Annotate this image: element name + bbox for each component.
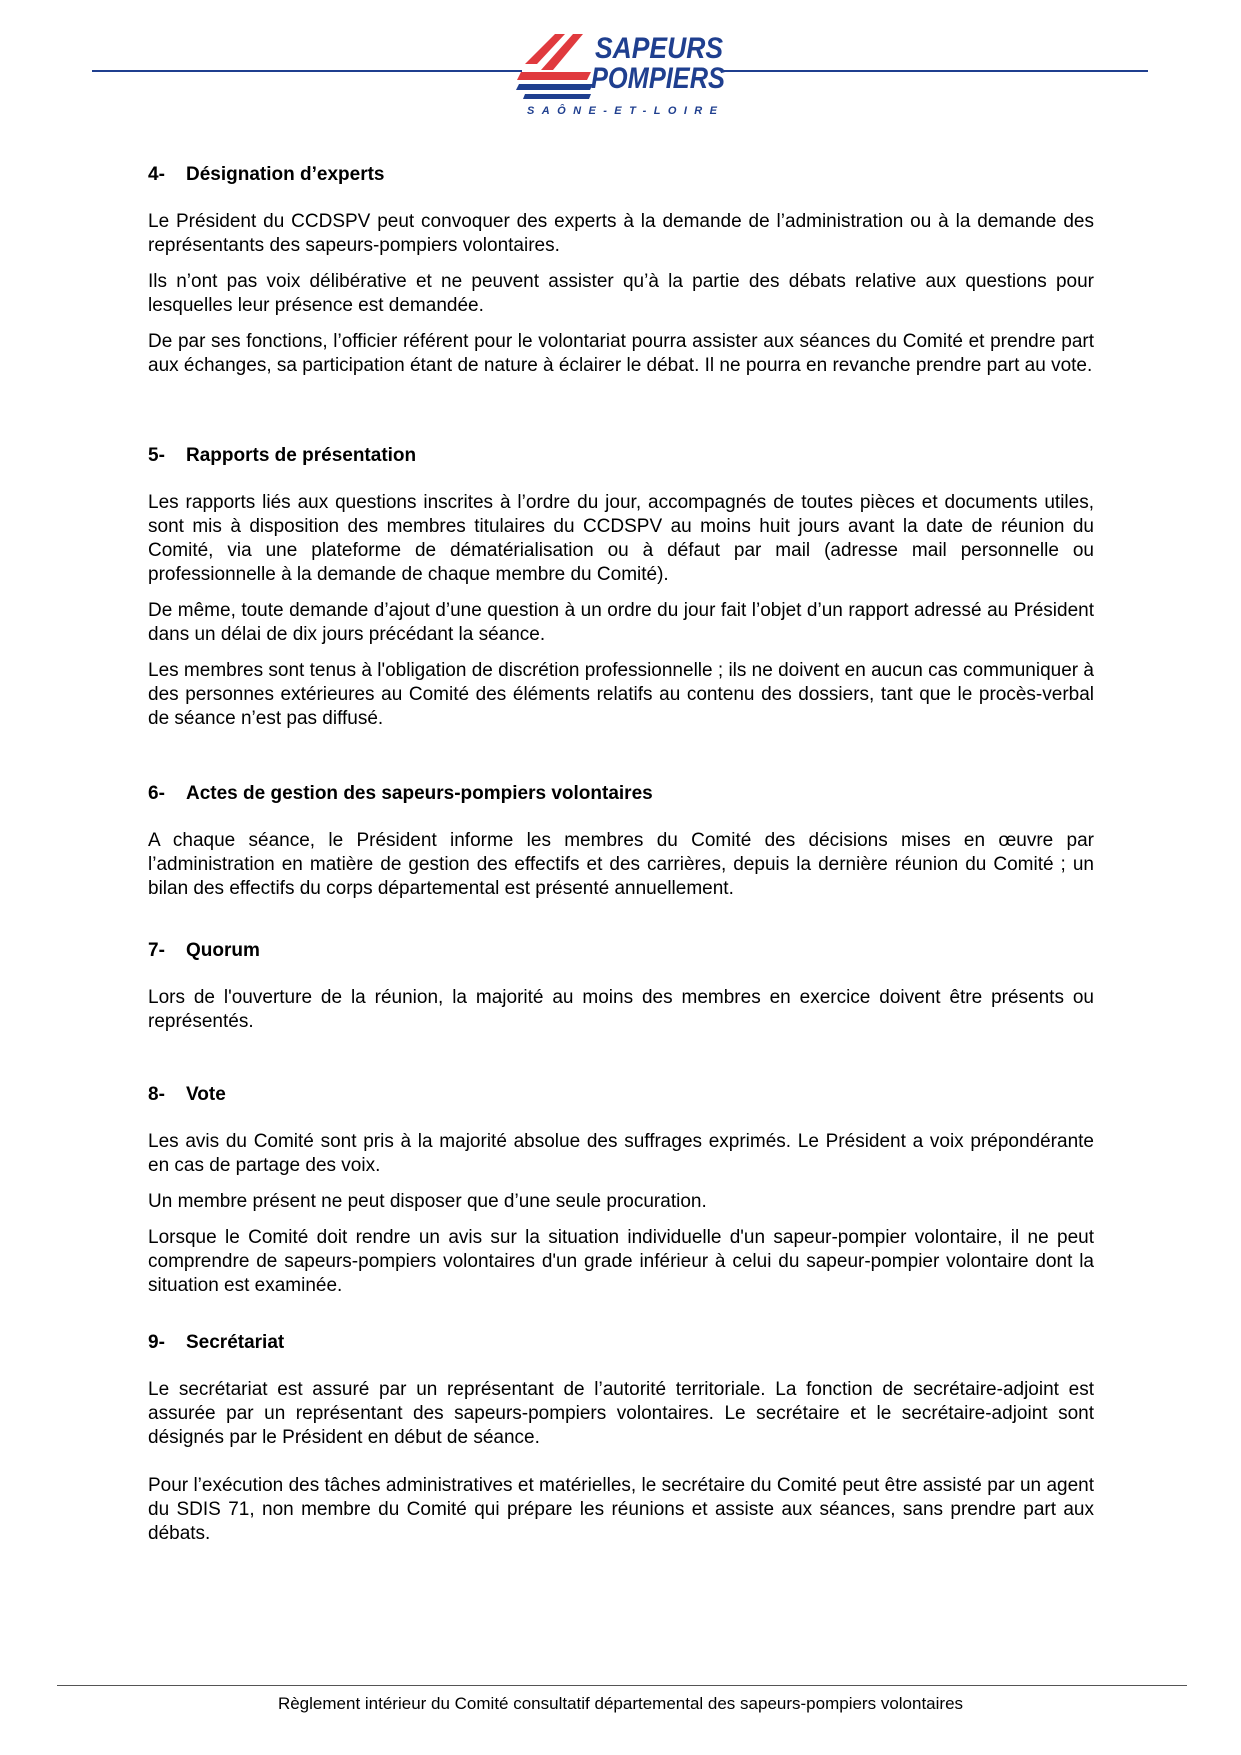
paragraph: Les rapports liés aux questions inscrites à l’ordre du jour, accompagnés de toutes pièces et documents utiles, sont mis à disposition des membres titulaires du CCDSPV au moins huit jours avant la date de réunion du Comité, via une plateforme de dématérialisation ou à défaut par mail (adresse mail personnelle ou professionnelle à la demande de chaque membre du Comité).	[148, 492, 1094, 585]
section-6	[148, 782, 1094, 913]
section-7	[148, 939, 1094, 1046]
section-number: 7-	[148, 940, 165, 961]
section-title: Secrétariat	[186, 1332, 285, 1353]
paragraph: Le secrétariat est assuré par un représentant de l’autorité territoriale. La fonction de secrétaire-adjoint est assurée par un représentant des sapeurs-pompiers volontaires. Le secrétaire et le secrétaire-adjoint sont désignés par le Président en début de séance.	[148, 1379, 1094, 1448]
section-heading	[148, 163, 1094, 187]
footer-rule	[57, 1685, 1187, 1686]
section-title: Vote	[186, 1084, 226, 1105]
footer-text: Règlement intérieur du Comité consultatif départemental des sapeurs-pompiers volontaires	[277, 1694, 964, 1713]
section-heading	[148, 1331, 1094, 1355]
header-rule-left	[92, 70, 522, 72]
paragraph: Lorsque le Comité doit rendre un avis sur la situation individuelle d'un sapeur-pompier volontaire, il ne peut comprendre de sapeurs-pompiers volontaires d'un grade inférieur à celui du sapeur-pompier volontaire dont la situation est examinée.	[148, 1227, 1094, 1296]
paragraph: Lors de l'ouverture de la réunion, la majorité au moins des membres en exercice doivent être présents ou représentés.	[148, 987, 1094, 1032]
section-title: Actes de gestion des sapeurs-pompiers volontaires	[186, 783, 653, 804]
paragraph: Un membre présent ne peut disposer que d’une seule procuration.	[148, 1191, 707, 1212]
paragraph: De même, toute demande d’ajout d’une question à un ordre du jour fait l’objet d’un rapport adressé au Président dans un délai de dix jours précédant la séance.	[148, 600, 1094, 645]
section-9	[148, 1331, 1094, 1558]
section-number: 6-	[148, 783, 165, 804]
section-heading	[148, 939, 1094, 963]
logo-line1: SAPEURS	[595, 32, 723, 65]
document-body	[148, 163, 1094, 1544]
sapeurs-pompiers-logo	[515, 28, 730, 120]
section-5	[148, 444, 1094, 743]
paragraph: De par ses fonctions, l’officier référent pour le volontariat pourra assister aux séances du Comité et prendre part aux échanges, sa participation étant de nature à éclairer le débat. Il ne pourra en revanche prendre part au vote.	[148, 331, 1094, 376]
logo-subtitle: SAÔNE-ET-LOIRE	[527, 105, 723, 117]
paragraph: Les avis du Comité sont pris à la majorité absolue des suffrages exprimés. Le Président a voix prépondérante en cas de partage des voix.	[148, 1131, 1094, 1176]
section-heading	[148, 1083, 1094, 1107]
section-title: Quorum	[186, 940, 260, 961]
section-number: 4-	[148, 164, 165, 185]
section-title: Rapports de présentation	[186, 445, 417, 466]
paragraph: Le Président du CCDSPV peut convoquer des experts à la demande de l’administration ou à la demande des représentants des sapeurs-pompiers volontaires.	[148, 211, 1094, 256]
section-number: 8-	[148, 1084, 165, 1105]
section-8	[148, 1083, 1094, 1310]
paragraph: Les membres sont tenus à l'obligation de discrétion professionnelle ; ils ne doivent en aucun cas communiquer à des personnes extérieures au Comité des éléments relatifs au contenu des dossiers, tant que le procès-verbal de séance n’est pas diffusé.	[148, 660, 1094, 729]
paragraph: Pour l’exécution des tâches administratives et matérielles, le secrétaire du Comité peut être assisté par un agent du SDIS 71, non membre du Comité qui prépare les réunions et assiste aux séances, sans prendre part aux débats.	[148, 1475, 1094, 1544]
header-rule-right	[723, 70, 1148, 72]
paragraph: Ils n’ont pas voix délibérative et ne peuvent assister qu’à la partie des débats relative aux questions pour lesquelles leur présence est demandée.	[148, 271, 1094, 316]
section-number: 9-	[148, 1332, 165, 1353]
section-heading	[148, 782, 1094, 806]
section-heading	[148, 444, 1094, 468]
section-number: 5-	[148, 445, 165, 466]
logo-line2: POMPIERS	[591, 62, 725, 95]
section-title: Désignation d’experts	[186, 164, 385, 185]
section-4	[148, 163, 1094, 378]
paragraph: A chaque séance, le Président informe les membres du Comité des décisions mises en œuvre par l’administration en matière de gestion des effectifs et des carrières, depuis la dernière réunion du Comité ; un bilan des effectifs du corps départemental est présenté annuellement.	[148, 830, 1094, 899]
